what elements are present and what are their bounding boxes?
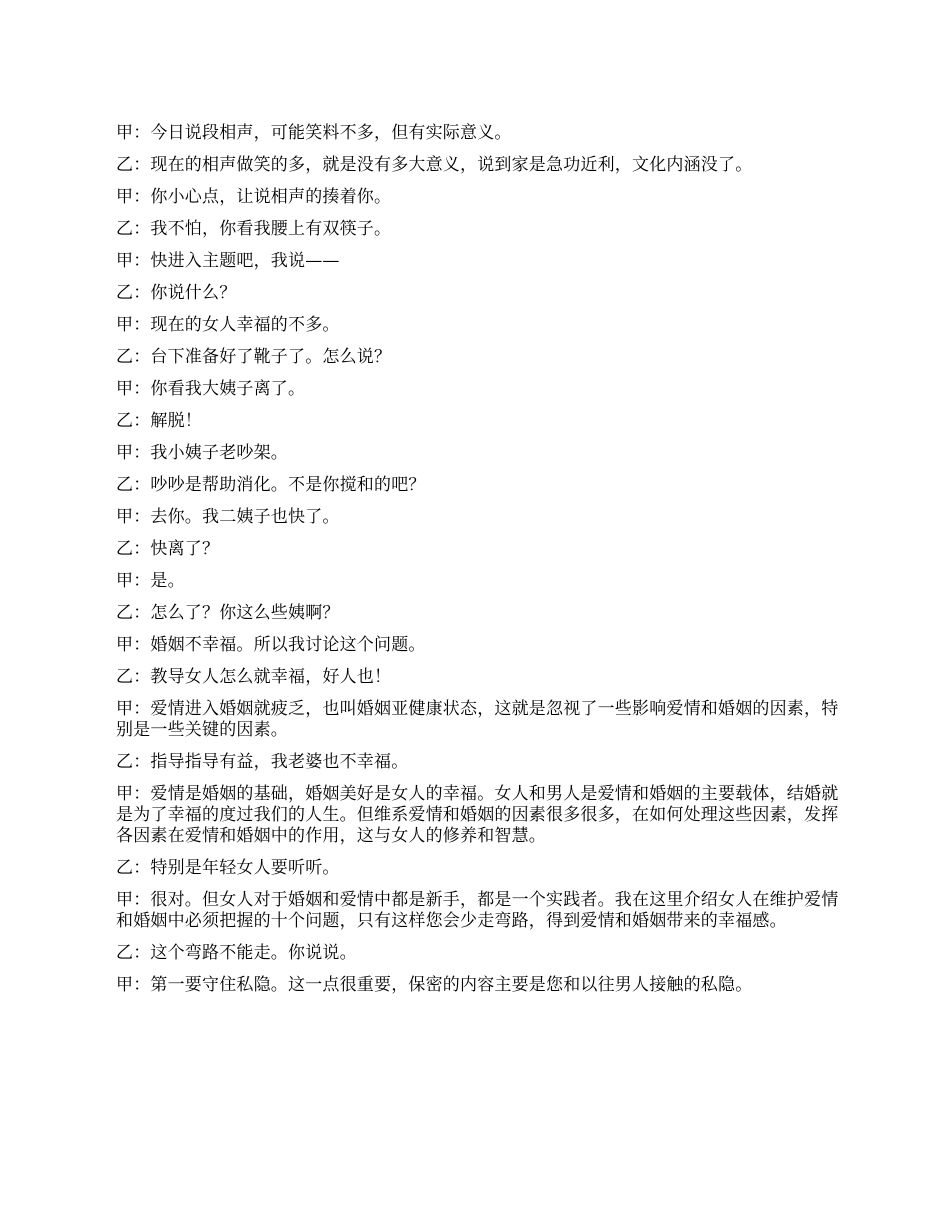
dialogue-line: 乙：这个弯路不能走。你说说。 [116, 943, 357, 963]
dialogue-line: 乙：怎么了？你这么些姨啊？ [116, 603, 340, 623]
dialogue-line: 甲：婚姻不幸福。所以我讨论这个问题。 [116, 635, 426, 655]
dialogue-body [116, 123, 844, 1007]
dialogue-line: 甲：第一要守住私隐。这一点很重要，保密的内容主要是您和以往男人接触的私隐。 [116, 975, 753, 995]
dialogue-line: 乙：快离了？ [116, 539, 220, 559]
dialogue-line: 乙：现在的相声做笑的多，就是没有多大意义，说到家是急功近利，文化内涵没了。 [116, 155, 753, 175]
dialogue-line: 乙：你说什么？ [116, 283, 237, 303]
dialogue-line: 甲：爱情是婚姻的基础，婚姻美好是女人的幸福。女人和男人是爱情和婚姻的主要载体，结婚就是为了幸福的度过我们的人生。但维系爱情和婚姻的因素很多很多，在如何处理这些因素，发挥各因素在爱情和婚姻中的作用，这与女人的修养和智慧。 [116, 784, 839, 846]
dialogue-line: 甲：很对。但女人对于婚姻和爱情中都是新手，都是一个实践者。我在这里介绍女人在维护爱情和婚姻中必须把握的十个问题，只有这样您会少走弯路，得到爱情和婚姻带来的幸福感。 [116, 890, 839, 931]
dialogue-line: 乙：吵吵是帮助消化。不是你搅和的吧？ [116, 475, 426, 495]
dialogue-line: 甲：你看我大姨子离了。 [116, 379, 306, 399]
dialogue-line: 甲：去你。我二姨子也快了。 [116, 507, 340, 527]
dialogue-line: 甲：今日说段相声，可能笑料不多，但有实际意义。 [116, 123, 512, 143]
dialogue-line: 甲：你小心点，让说相声的揍着你。 [116, 187, 392, 207]
dialogue-line: 乙：特别是年轻女人要听听。 [116, 858, 340, 878]
dialogue-line: 甲：是。 [116, 571, 185, 591]
dialogue-line: 乙：指导指导有益，我老婆也不幸福。 [116, 752, 409, 772]
dialogue-line: 甲：爱情进入婚姻就疲乏，也叫婚姻亚健康状态，这就是忽视了一些影响爱情和婚姻的因素，特别是一些关键的因素。 [116, 699, 839, 740]
dialogue-line: 乙：教导女人怎么就幸福，好人也！ [116, 667, 392, 687]
dialogue-line: 甲：我小姨子老吵架。 [116, 443, 288, 463]
dialogue-line: 乙：台下准备好了靴子了。怎么说？ [116, 347, 392, 367]
dialogue-line: 乙：解脱！ [116, 411, 202, 431]
dialogue-line: 甲：快进入主题吧，我说—— [116, 251, 340, 271]
dialogue-line: 乙：我不怕，你看我腰上有双筷子。 [116, 219, 392, 239]
dialogue-line: 甲：现在的女人幸福的不多。 [116, 315, 340, 335]
